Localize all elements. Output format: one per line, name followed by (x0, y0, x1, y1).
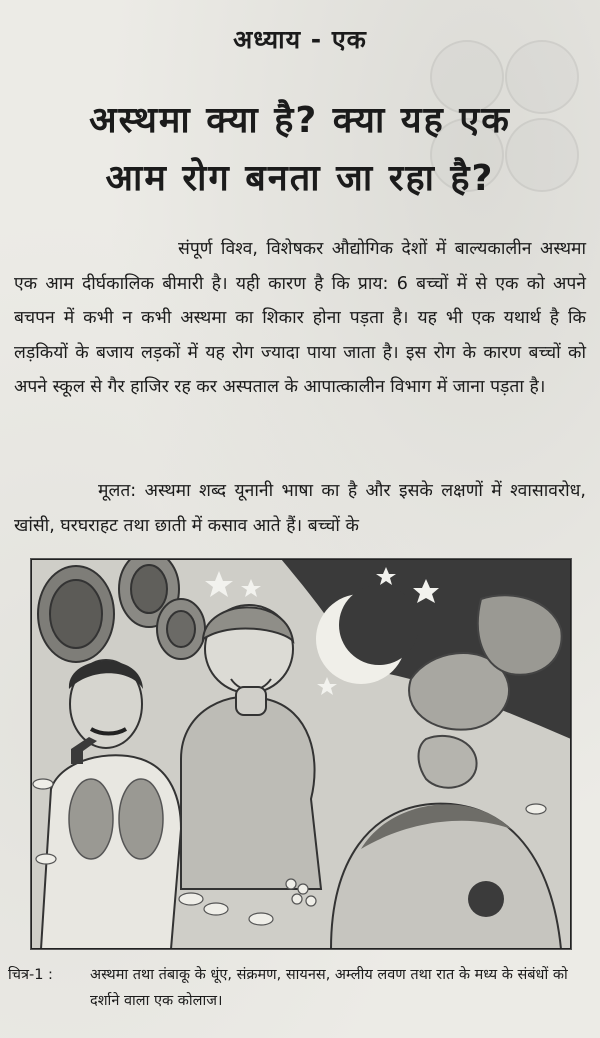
figure-label: चित्र-1 : (8, 967, 53, 983)
collage-illustration (30, 558, 572, 950)
paragraph-2: मूलत: अस्थमा शब्द यूनानी भाषा का है और इसके लक्षणों में श्वासावरोध, खांसी, घरघराहट तथा छाती में कसाव आते हैं। बच्चों के (14, 481, 586, 536)
chapter-heading: अध्याय - एक (233, 25, 367, 54)
chapter-title (10, 92, 590, 208)
figure-caption-text: अस्थमा तथा तंबाकू के धूंए, संक्रमण, सायनस, अम्लीय लवण तथा रात के मध्य के संबंधों को दर्शाने वाला एक कोलाज। (90, 967, 568, 1009)
paragraph-1: संपूर्ण विश्व, विशेषकर औद्योगिक देशों में बाल्यकालीन अस्थमा एक आम दीर्घकालिक बीमारी है। यही कारण है कि प्राय: 6 बच्चों में से एक को अपने बचपन में कभी न कभी अस्थमा का शिकार होना पड़ता है। यह भी एक यथार्थ है कि लड़कियों के बजाय लड़कों में यह रोग ज्यादा पाया जाता है। इस रोग के कारण बच्चों को अपने स्कूल से गैर हाजिर रह कर अस्पताल के आपात्कालीन विभाग में जाना पड़ता है। (14, 239, 586, 397)
chapter-title-line-1: अस्थमा क्या है? क्या यह एक (89, 100, 511, 141)
chapter-title-line-2: आम रोग बनता जा रहा है? (105, 158, 495, 199)
